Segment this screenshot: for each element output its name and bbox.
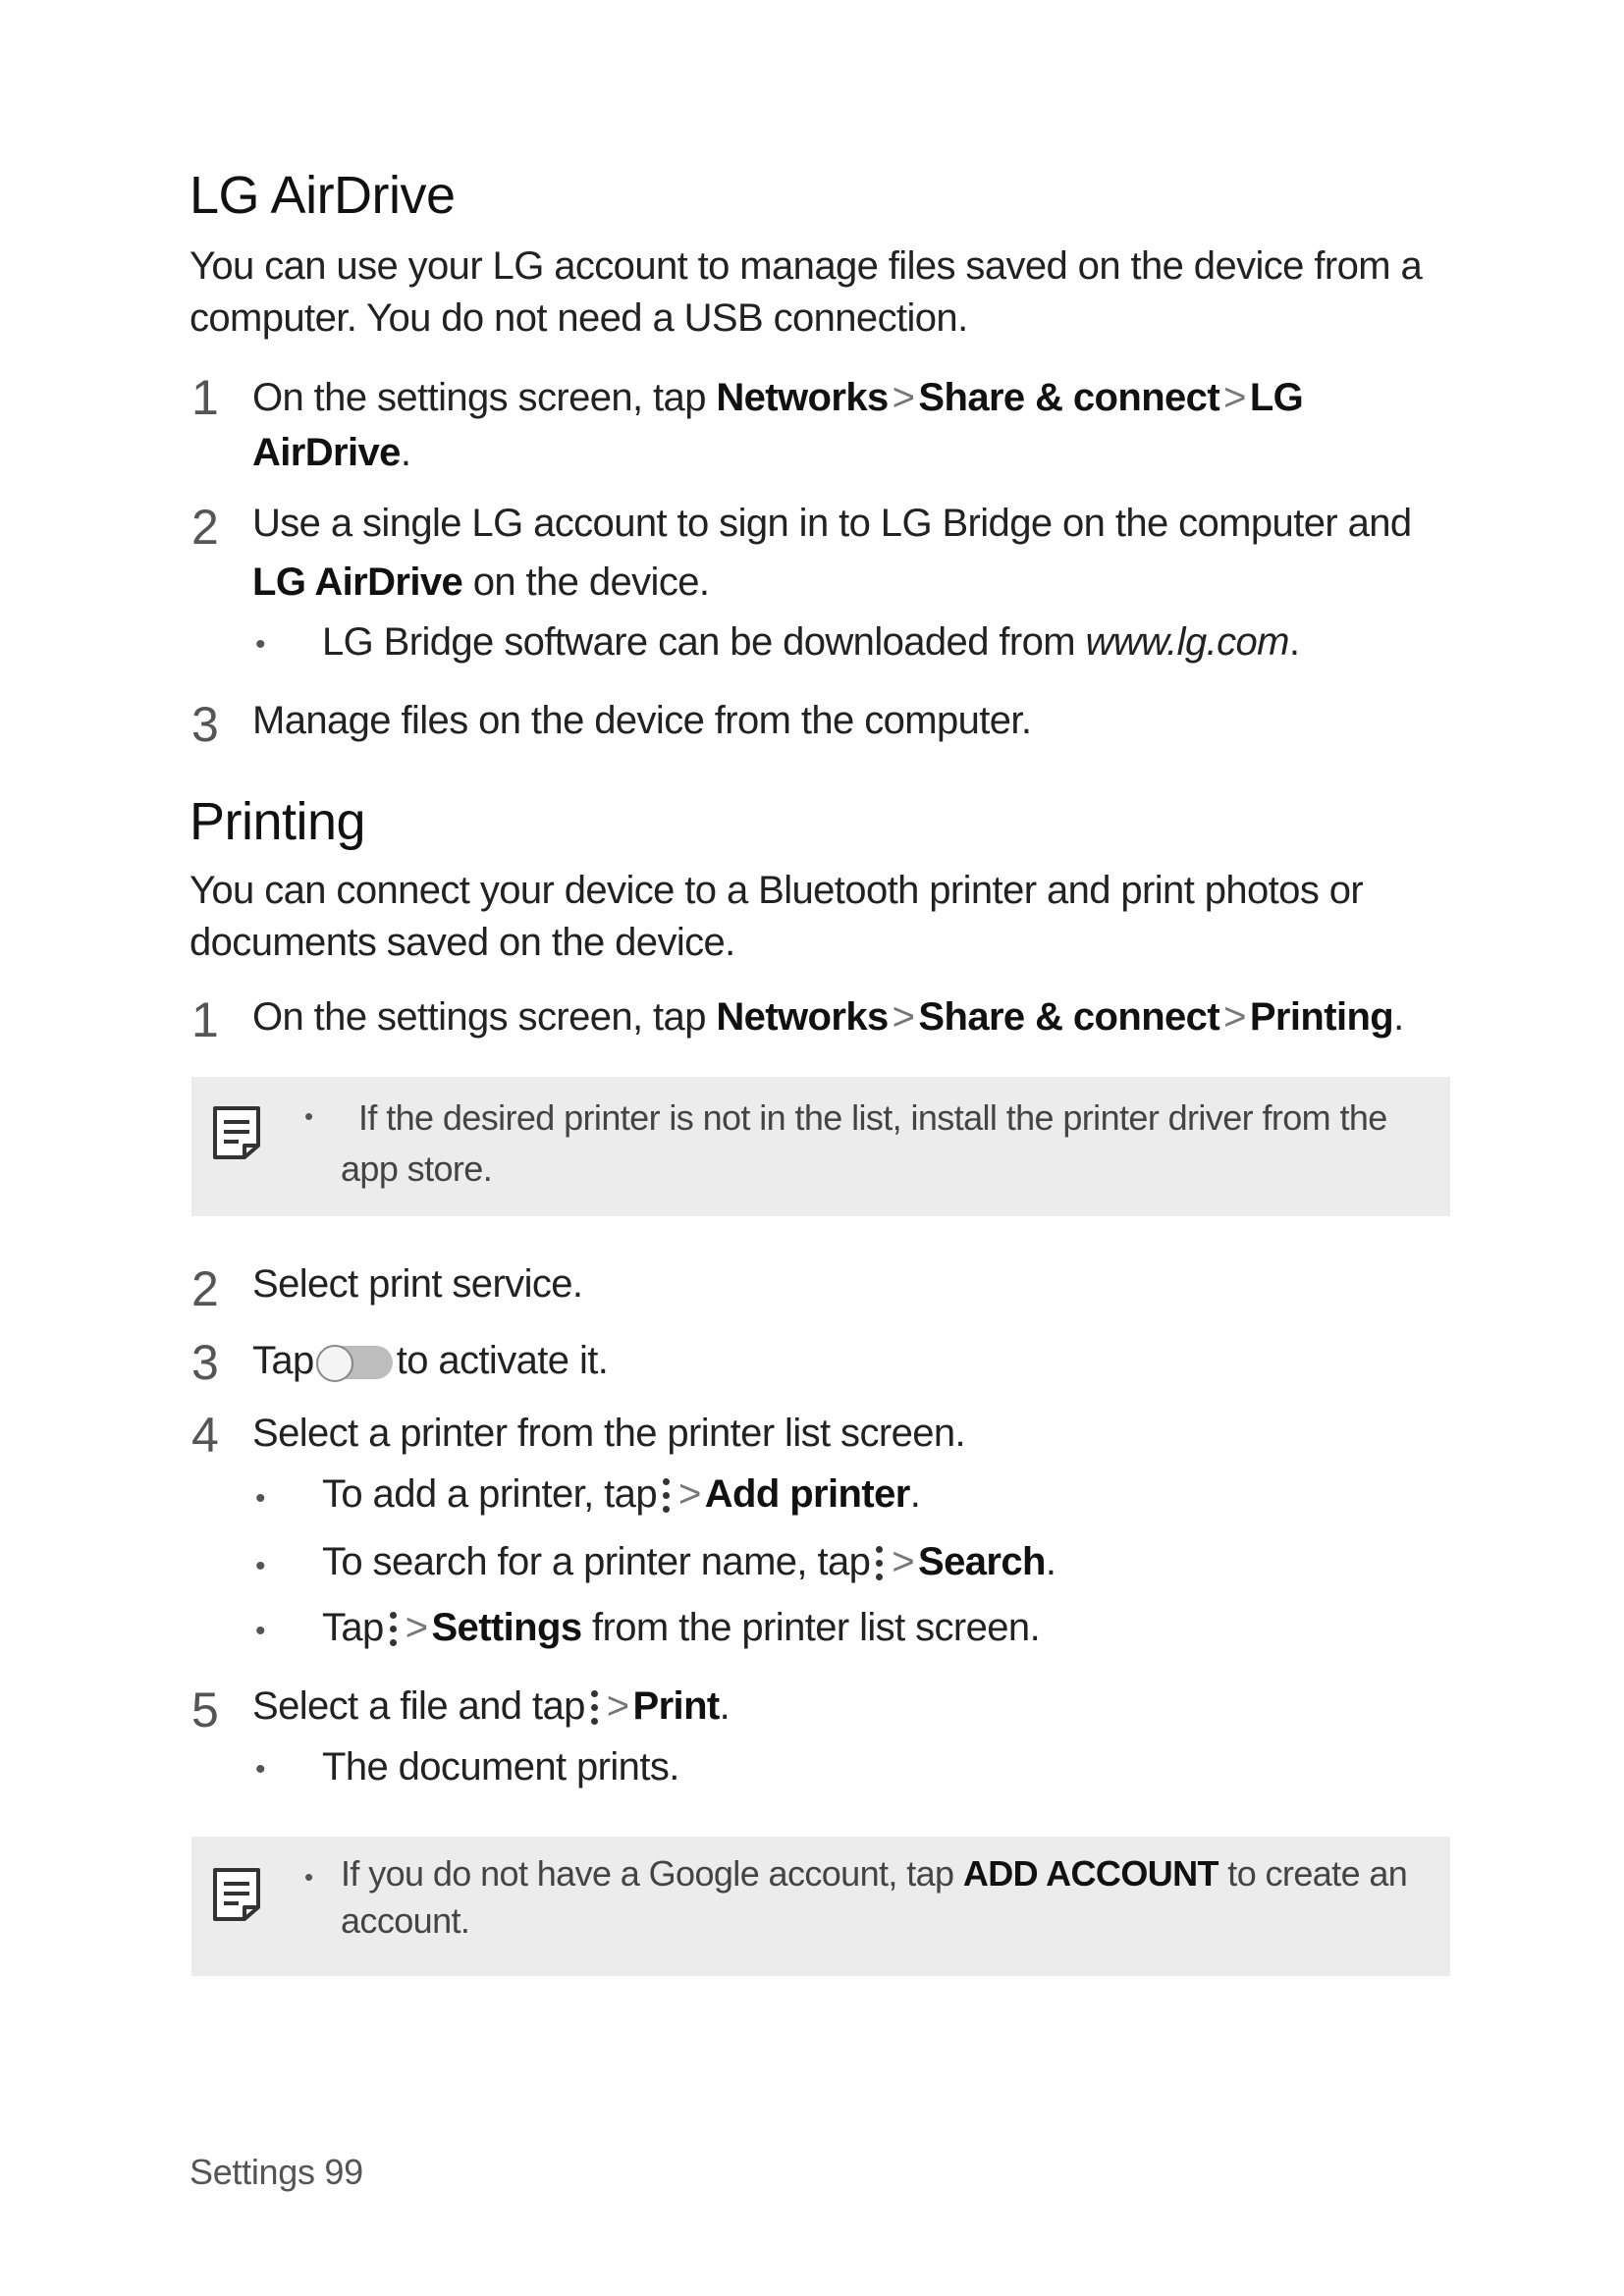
bullet: • [304,1862,314,1892]
note-text: LG Bridge software can be downloaded from [322,620,1086,664]
step-number: 4 [191,1408,219,1463]
chevron-right-icon: > [892,995,915,1039]
step-text: On the settings screen, tap [252,376,717,419]
note-text: . [1288,620,1300,664]
bullet: • [255,1550,266,1582]
step-text: Select a file and tap [252,1684,585,1728]
airdrive-step-1 [252,370,1470,480]
more-options-icon [659,1476,673,1516]
bullet: • [255,1615,266,1647]
intro-line: computer. You do not need a USB connection. [189,296,968,340]
step-text: . [719,1684,731,1728]
step-text: Tap [252,1339,314,1382]
step-text: Use a single LG account to sign in to LG Bridge on the computer and [252,502,1412,545]
step-number: 2 [191,1261,219,1316]
add-printer-label: Add printer [704,1472,910,1516]
document-prints-note: The document prints. [322,1745,679,1789]
intro-line: You can connect your device to a Bluetooth printer and print photos or [189,869,1364,912]
step-number: 2 [191,500,219,555]
bullet: • [304,1101,314,1131]
website-link[interactable]: www.lg.com [1085,620,1289,664]
print-label: Print [632,1684,720,1728]
chevron-right-icon: > [606,1684,629,1728]
chevron-right-icon: > [1223,995,1246,1039]
settings-label: Settings [431,1606,582,1649]
more-options-icon [386,1610,400,1649]
section-title-printing: Printing [189,792,366,851]
printing-step-4: Select a printer from the printer list screen. [252,1412,966,1455]
menu-lg: LG [1249,376,1304,419]
chevron-right-icon: > [892,1540,915,1583]
step-text: to activate it. [396,1339,609,1382]
note-box [191,1837,1450,1976]
page-footer [189,2152,363,2193]
note-text [341,1093,1440,1195]
note-line: to create an [1218,1853,1408,1894]
more-options-icon [587,1688,601,1728]
airdrive-intro [189,240,1456,345]
menu-airdrive: AirDrive [252,431,401,474]
chevron-right-icon: > [1223,376,1246,419]
menu-printing: Printing [1249,995,1394,1039]
printing-step-3 [252,1333,1470,1388]
search-printer-instruction [322,1534,1056,1589]
intro-line: documents saved on the device. [189,921,735,964]
note-line: app store. [341,1148,493,1189]
footer-section: Settings [189,2152,315,2192]
menu-networks: Networks [716,376,889,419]
printing-step-2: Select print service. [252,1262,583,1306]
step-text: . [1045,1540,1056,1583]
step-number: 1 [191,370,219,425]
printing-step-1 [252,989,1470,1044]
airdrive-step-3: Manage files on the device from the computer. [252,699,1032,742]
step-number: 1 [191,992,219,1047]
menu-networks: Networks [716,995,889,1039]
add-account-label: ADD ACCOUNT [962,1853,1218,1894]
airdrive-step-2 [252,494,1470,612]
bullet: • [255,628,266,661]
step-number: 3 [191,1335,219,1390]
chevron-right-icon: > [677,1472,701,1516]
note-box [191,1077,1450,1216]
lg-airdrive-label: LG AirDrive [252,561,463,604]
step-number: 5 [191,1682,219,1737]
step-text: On the settings screen, tap [252,995,717,1039]
more-options-icon [872,1544,886,1583]
section-title-lg-airdrive: LG AirDrive [189,166,456,225]
note-icon [211,1866,262,1923]
bullet: • [255,1753,266,1786]
menu-share-connect: Share & connect [918,995,1220,1039]
note-line: If you do not have a Google account, tap [341,1853,963,1894]
settings-instruction [322,1600,1040,1655]
note-text [341,1850,1440,1945]
bullet: • [255,1482,266,1515]
search-label: Search [918,1540,1046,1583]
chevron-right-icon: > [405,1606,428,1649]
step-text: . [400,431,411,474]
step-text: Tap [322,1606,384,1649]
printing-intro [189,865,1456,969]
page-number: 99 [324,2152,363,2192]
step-text: from the printer list screen. [581,1606,1041,1649]
menu-share-connect: Share & connect [918,376,1220,419]
step-text: on the device. [462,561,710,604]
note-line: If the desired printer is not in the list, install the printer driver from the [358,1097,1387,1138]
chevron-right-icon: > [892,376,915,419]
add-printer-instruction [322,1467,920,1522]
note-icon [211,1104,262,1161]
bridge-download-note [322,614,1299,669]
step-text: To add a printer, tap [322,1472,657,1516]
step-number: 3 [191,697,219,752]
toggle-switch-icon [318,1346,393,1379]
step-text: . [909,1472,921,1516]
intro-line: You can use your LG account to manage files saved on the device from a [189,244,1423,288]
printing-step-5 [252,1679,1470,1734]
note-line: account. [341,1900,470,1941]
step-text: To search for a printer name, tap [322,1540,871,1583]
step-text: . [1393,995,1404,1039]
